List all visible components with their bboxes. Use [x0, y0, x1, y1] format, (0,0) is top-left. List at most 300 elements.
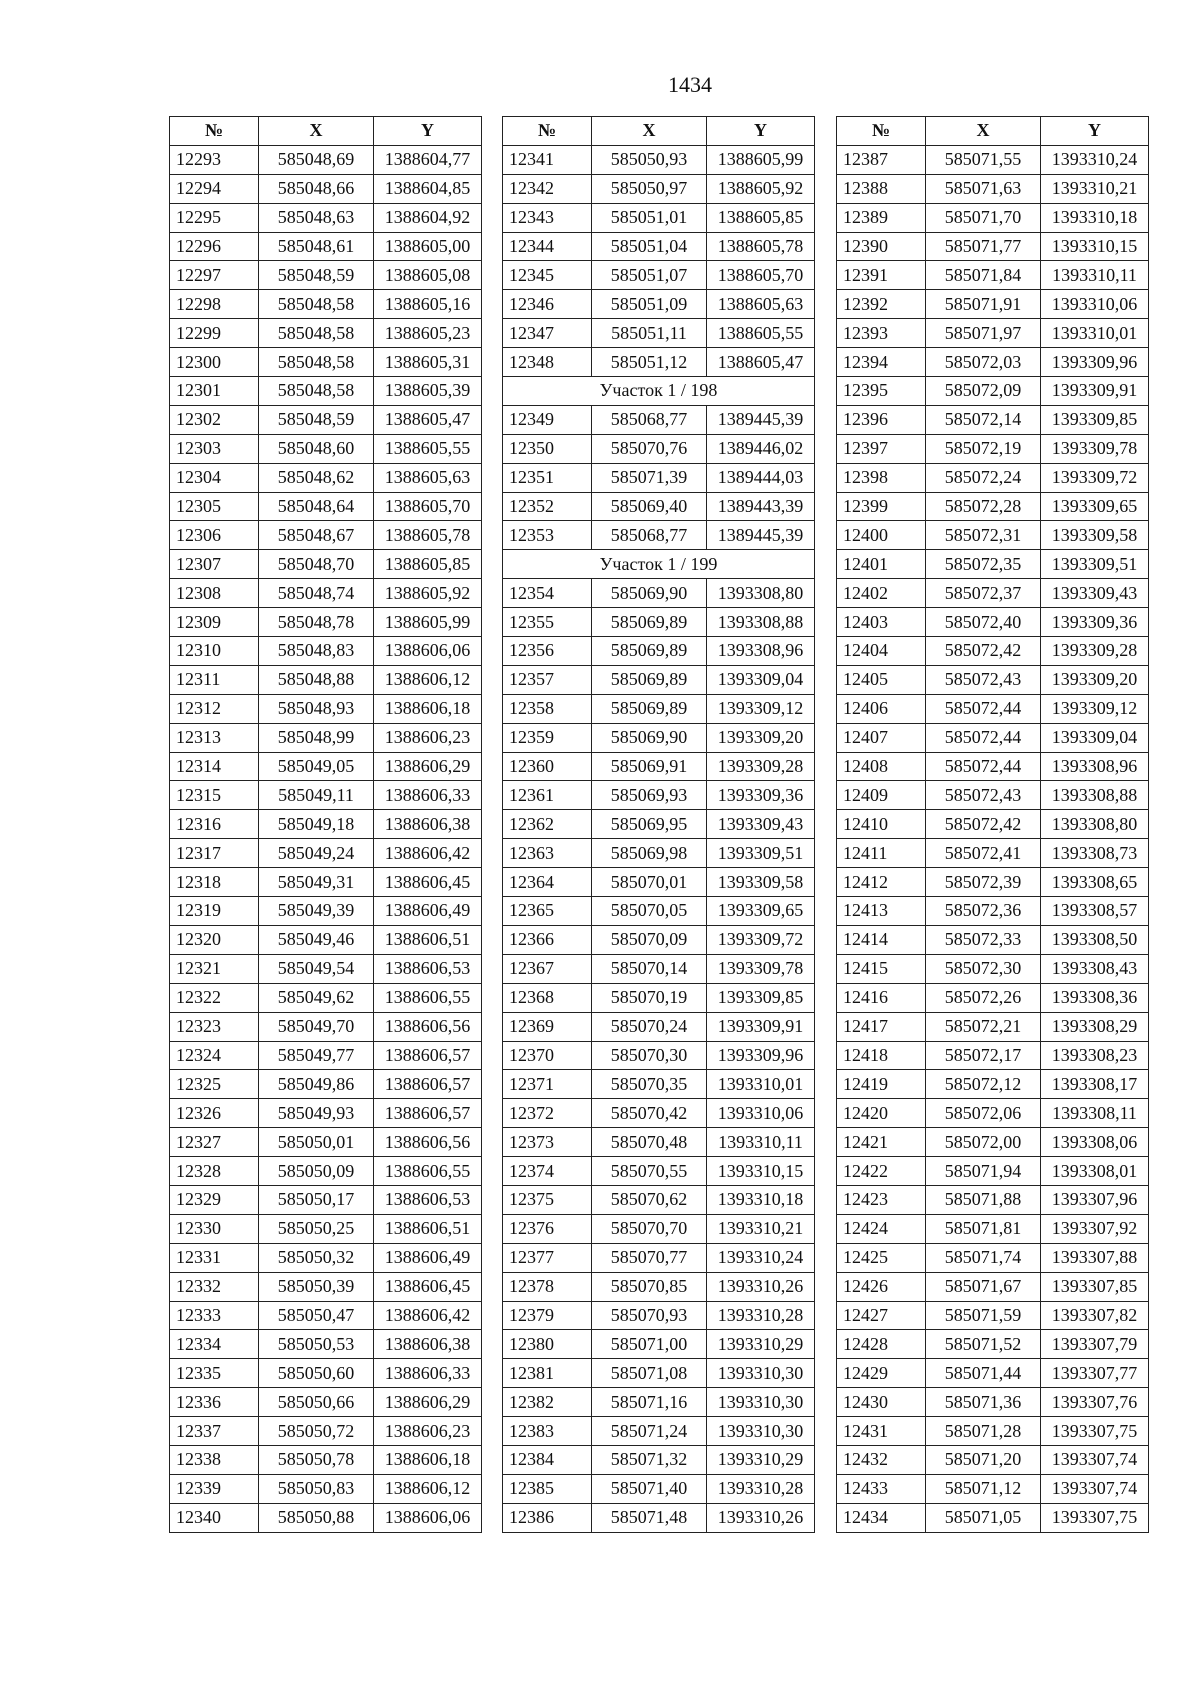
point-number-cell: 12314 [170, 752, 259, 781]
y-coordinate-cell: 1388605,92 [374, 579, 482, 608]
table-row [170, 1214, 482, 1243]
point-number-cell: 12422 [837, 1157, 926, 1186]
x-coordinate-cell: 585050,88 [259, 1503, 374, 1532]
point-number-cell: 12344 [503, 232, 592, 261]
x-coordinate-cell: 585049,62 [259, 983, 374, 1012]
table-row [837, 637, 1149, 666]
section-header-row [503, 377, 815, 406]
x-coordinate-cell: 585071,55 [926, 145, 1041, 174]
x-coordinate-cell: 585072,43 [926, 781, 1041, 810]
table-row [170, 694, 482, 723]
table-row [837, 319, 1149, 348]
x-coordinate-cell: 585069,98 [592, 839, 707, 868]
section-header-row [503, 550, 815, 579]
point-number-cell: 12316 [170, 810, 259, 839]
y-coordinate-cell: 1393309,91 [707, 1012, 815, 1041]
point-number-cell: 12339 [170, 1474, 259, 1503]
y-coordinate-cell: 1393309,58 [1041, 521, 1149, 550]
point-number-cell: 12294 [170, 174, 259, 203]
x-coordinate-cell: 585050,09 [259, 1157, 374, 1186]
point-number-cell: 12384 [503, 1445, 592, 1474]
x-coordinate-cell: 585070,14 [592, 954, 707, 983]
x-coordinate-cell: 585071,05 [926, 1503, 1041, 1532]
x-coordinate-cell: 585050,17 [259, 1185, 374, 1214]
y-coordinate-cell: 1393308,23 [1041, 1041, 1149, 1070]
x-coordinate-cell: 585072,43 [926, 665, 1041, 694]
point-number-cell: 12306 [170, 521, 259, 550]
y-coordinate-cell: 1393309,91 [1041, 377, 1149, 406]
y-coordinate-cell: 1389445,39 [707, 405, 815, 434]
x-coordinate-cell: 585070,01 [592, 868, 707, 897]
point-number-cell: 12305 [170, 492, 259, 521]
y-coordinate-cell: 1393309,85 [707, 983, 815, 1012]
x-coordinate-cell: 585072,41 [926, 839, 1041, 868]
table-row [503, 290, 815, 319]
x-coordinate-cell: 585048,88 [259, 665, 374, 694]
y-coordinate-cell: 1393309,51 [707, 839, 815, 868]
table-row [503, 637, 815, 666]
point-number-cell: 12425 [837, 1243, 926, 1272]
point-number-cell: 12347 [503, 319, 592, 348]
point-number-cell: 12372 [503, 1099, 592, 1128]
point-number-cell: 12360 [503, 752, 592, 781]
y-coordinate-cell: 1388606,33 [374, 781, 482, 810]
table-row [170, 1503, 482, 1532]
point-number-cell: 12416 [837, 983, 926, 1012]
x-coordinate-cell: 585048,58 [259, 290, 374, 319]
table-row [837, 723, 1149, 752]
point-number-cell: 12348 [503, 348, 592, 377]
x-coordinate-cell: 585069,95 [592, 810, 707, 839]
y-coordinate-cell: 1393309,04 [707, 665, 815, 694]
table-row [503, 579, 815, 608]
y-coordinate-cell: 1389443,39 [707, 492, 815, 521]
x-coordinate-cell: 585049,05 [259, 752, 374, 781]
x-coordinate-cell: 585048,64 [259, 492, 374, 521]
point-number-cell: 12423 [837, 1185, 926, 1214]
x-coordinate-cell: 585049,18 [259, 810, 374, 839]
point-number-cell: 12353 [503, 521, 592, 550]
x-coordinate-cell: 585048,78 [259, 608, 374, 637]
x-coordinate-cell: 585071,08 [592, 1359, 707, 1388]
table-row [170, 608, 482, 637]
table-row [837, 1330, 1149, 1359]
table-row [837, 1272, 1149, 1301]
point-number-cell: 12379 [503, 1301, 592, 1330]
x-coordinate-cell: 585071,67 [926, 1272, 1041, 1301]
point-number-cell: 12311 [170, 665, 259, 694]
x-coordinate-cell: 585070,24 [592, 1012, 707, 1041]
point-number-cell: 12349 [503, 405, 592, 434]
point-number-cell: 12427 [837, 1301, 926, 1330]
table-row [503, 232, 815, 261]
point-number-cell: 12334 [170, 1330, 259, 1359]
table-row [170, 492, 482, 521]
table-row [503, 1301, 815, 1330]
point-number-cell: 12350 [503, 434, 592, 463]
x-coordinate-cell: 585049,11 [259, 781, 374, 810]
y-coordinate-cell: 1393308,88 [1041, 781, 1149, 810]
table-row [837, 810, 1149, 839]
x-coordinate-cell: 585070,76 [592, 434, 707, 463]
x-coordinate-cell: 585071,84 [926, 261, 1041, 290]
x-coordinate-cell: 585048,70 [259, 550, 374, 579]
x-coordinate-cell: 585050,32 [259, 1243, 374, 1272]
point-number-cell: 12312 [170, 694, 259, 723]
table-row [170, 1359, 482, 1388]
point-number-cell: 12336 [170, 1388, 259, 1417]
y-coordinate-cell: 1393309,51 [1041, 550, 1149, 579]
table-row [837, 348, 1149, 377]
x-coordinate-cell: 585049,39 [259, 897, 374, 926]
table-row [170, 1012, 482, 1041]
table-row [170, 1301, 482, 1330]
y-coordinate-cell: 1393307,79 [1041, 1330, 1149, 1359]
table-row [170, 752, 482, 781]
table-row [170, 1272, 482, 1301]
table-row [170, 983, 482, 1012]
table-row [837, 1243, 1149, 1272]
point-number-cell: 12386 [503, 1503, 592, 1532]
table-row [170, 521, 482, 550]
y-coordinate-cell: 1393309,28 [1041, 637, 1149, 666]
x-coordinate-cell: 585051,04 [592, 232, 707, 261]
table-row [503, 665, 815, 694]
y-coordinate-cell: 1388605,85 [707, 203, 815, 232]
point-number-cell: 12298 [170, 290, 259, 319]
y-coordinate-cell: 1393307,96 [1041, 1185, 1149, 1214]
x-coordinate-cell: 585048,74 [259, 579, 374, 608]
column-header-x: X [259, 117, 374, 146]
point-number-cell: 12304 [170, 463, 259, 492]
x-coordinate-cell: 585071,00 [592, 1330, 707, 1359]
y-coordinate-cell: 1393310,28 [707, 1301, 815, 1330]
y-coordinate-cell: 1388606,56 [374, 1012, 482, 1041]
table-row [503, 319, 815, 348]
y-coordinate-cell: 1388606,45 [374, 1272, 482, 1301]
table-row [837, 579, 1149, 608]
section-title: Участок 1 / 198 [503, 377, 815, 406]
point-number-cell: 12307 [170, 550, 259, 579]
y-coordinate-cell: 1393310,30 [707, 1359, 815, 1388]
y-coordinate-cell: 1393310,11 [707, 1128, 815, 1157]
point-number-cell: 12424 [837, 1214, 926, 1243]
table-row [170, 1099, 482, 1128]
y-coordinate-cell: 1388606,56 [374, 1128, 482, 1157]
table-row [837, 1359, 1149, 1388]
x-coordinate-cell: 585048,58 [259, 377, 374, 406]
table-row [837, 463, 1149, 492]
y-coordinate-cell: 1393310,18 [1041, 203, 1149, 232]
table-row [170, 665, 482, 694]
table-row [837, 1128, 1149, 1157]
table-row [503, 608, 815, 637]
x-coordinate-cell: 585069,40 [592, 492, 707, 521]
table-row [503, 1445, 815, 1474]
point-number-cell: 12320 [170, 925, 259, 954]
y-coordinate-cell: 1388606,33 [374, 1359, 482, 1388]
y-coordinate-cell: 1388604,77 [374, 145, 482, 174]
point-number-cell: 12365 [503, 897, 592, 926]
point-number-cell: 12400 [837, 521, 926, 550]
x-coordinate-cell: 585051,07 [592, 261, 707, 290]
coordinate-table-right [836, 116, 1149, 1533]
point-number-cell: 12323 [170, 1012, 259, 1041]
x-coordinate-cell: 585048,60 [259, 434, 374, 463]
x-coordinate-cell: 585068,77 [592, 521, 707, 550]
point-number-cell: 12395 [837, 377, 926, 406]
y-coordinate-cell: 1388606,55 [374, 983, 482, 1012]
point-number-cell: 12428 [837, 1330, 926, 1359]
table-row [837, 521, 1149, 550]
x-coordinate-cell: 585071,16 [592, 1388, 707, 1417]
coordinate-table-left [169, 116, 482, 1533]
x-coordinate-cell: 585071,70 [926, 203, 1041, 232]
x-coordinate-cell: 585071,39 [592, 463, 707, 492]
y-coordinate-cell: 1388606,57 [374, 1070, 482, 1099]
table-row [837, 868, 1149, 897]
point-number-cell: 12407 [837, 723, 926, 752]
table-row [170, 1388, 482, 1417]
y-coordinate-cell: 1393307,75 [1041, 1417, 1149, 1446]
table-row [503, 781, 815, 810]
x-coordinate-cell: 585051,01 [592, 203, 707, 232]
x-coordinate-cell: 585050,97 [592, 174, 707, 203]
table-row [503, 954, 815, 983]
point-number-cell: 12391 [837, 261, 926, 290]
x-coordinate-cell: 585050,72 [259, 1417, 374, 1446]
y-coordinate-cell: 1393309,78 [1041, 434, 1149, 463]
x-coordinate-cell: 585072,28 [926, 492, 1041, 521]
table-row [837, 405, 1149, 434]
table-row [503, 1128, 815, 1157]
y-coordinate-cell: 1393309,78 [707, 954, 815, 983]
table-row [170, 261, 482, 290]
table-row [837, 1301, 1149, 1330]
x-coordinate-cell: 585069,93 [592, 781, 707, 810]
x-coordinate-cell: 585070,70 [592, 1214, 707, 1243]
table-row [503, 1388, 815, 1417]
y-coordinate-cell: 1393307,75 [1041, 1503, 1149, 1532]
point-number-cell: 12378 [503, 1272, 592, 1301]
x-coordinate-cell: 585069,89 [592, 637, 707, 666]
x-coordinate-cell: 585072,19 [926, 434, 1041, 463]
x-coordinate-cell: 585070,42 [592, 1099, 707, 1128]
point-number-cell: 12333 [170, 1301, 259, 1330]
x-coordinate-cell: 585050,93 [592, 145, 707, 174]
table-row [837, 839, 1149, 868]
y-coordinate-cell: 1388604,92 [374, 203, 482, 232]
y-coordinate-cell: 1388605,85 [374, 550, 482, 579]
point-number-cell: 12352 [503, 492, 592, 521]
point-number-cell: 12328 [170, 1157, 259, 1186]
x-coordinate-cell: 585071,48 [592, 1503, 707, 1532]
x-coordinate-cell: 585072,09 [926, 377, 1041, 406]
table-row [170, 377, 482, 406]
x-coordinate-cell: 585051,09 [592, 290, 707, 319]
x-coordinate-cell: 585072,21 [926, 1012, 1041, 1041]
x-coordinate-cell: 585068,77 [592, 405, 707, 434]
table-row [837, 1388, 1149, 1417]
point-number-cell: 12376 [503, 1214, 592, 1243]
point-number-cell: 12383 [503, 1417, 592, 1446]
x-coordinate-cell: 585050,01 [259, 1128, 374, 1157]
y-coordinate-cell: 1393309,20 [1041, 665, 1149, 694]
point-number-cell: 12432 [837, 1445, 926, 1474]
table-row [837, 1157, 1149, 1186]
table-row [503, 1070, 815, 1099]
table-row [170, 1243, 482, 1272]
point-number-cell: 12412 [837, 868, 926, 897]
page-number: 1434 [668, 72, 712, 97]
x-coordinate-cell: 585048,66 [259, 174, 374, 203]
point-number-cell: 12411 [837, 839, 926, 868]
y-coordinate-cell: 1388605,78 [707, 232, 815, 261]
y-coordinate-cell: 1388606,38 [374, 810, 482, 839]
column-header-number: № [170, 117, 259, 146]
x-coordinate-cell: 585050,53 [259, 1330, 374, 1359]
point-number-cell: 12374 [503, 1157, 592, 1186]
table-row [170, 1157, 482, 1186]
table-row [170, 319, 482, 348]
y-coordinate-cell: 1393308,43 [1041, 954, 1149, 983]
table-row [837, 1070, 1149, 1099]
table-row [170, 781, 482, 810]
point-number-cell: 12329 [170, 1185, 259, 1214]
point-number-cell: 12419 [837, 1070, 926, 1099]
table-row [170, 897, 482, 926]
table-row [837, 694, 1149, 723]
x-coordinate-cell: 585070,19 [592, 983, 707, 1012]
x-coordinate-cell: 585048,61 [259, 232, 374, 261]
point-number-cell: 12338 [170, 1445, 259, 1474]
y-coordinate-cell: 1393309,65 [1041, 492, 1149, 521]
point-number-cell: 12390 [837, 232, 926, 261]
table-row [837, 1012, 1149, 1041]
x-coordinate-cell: 585070,30 [592, 1041, 707, 1070]
y-coordinate-cell: 1388605,08 [374, 261, 482, 290]
x-coordinate-cell: 585071,63 [926, 174, 1041, 203]
y-coordinate-cell: 1393309,28 [707, 752, 815, 781]
y-coordinate-cell: 1388606,38 [374, 1330, 482, 1359]
y-coordinate-cell: 1393308,57 [1041, 897, 1149, 926]
table-row [170, 1445, 482, 1474]
x-coordinate-cell: 585051,12 [592, 348, 707, 377]
x-coordinate-cell: 585048,93 [259, 694, 374, 723]
x-coordinate-cell: 585071,32 [592, 1445, 707, 1474]
section-title: Участок 1 / 199 [503, 550, 815, 579]
y-coordinate-cell: 1393309,72 [707, 925, 815, 954]
point-number-cell: 12408 [837, 752, 926, 781]
table-row [503, 723, 815, 752]
table-row [837, 925, 1149, 954]
x-coordinate-cell: 585069,89 [592, 608, 707, 637]
point-number-cell: 12303 [170, 434, 259, 463]
y-coordinate-cell: 1393308,17 [1041, 1070, 1149, 1099]
y-coordinate-cell: 1393310,24 [1041, 145, 1149, 174]
y-coordinate-cell: 1388605,99 [707, 145, 815, 174]
table-row [170, 290, 482, 319]
point-number-cell: 12324 [170, 1041, 259, 1070]
table-row [503, 897, 815, 926]
x-coordinate-cell: 585071,74 [926, 1243, 1041, 1272]
y-coordinate-cell: 1388605,00 [374, 232, 482, 261]
y-coordinate-cell: 1388605,99 [374, 608, 482, 637]
y-coordinate-cell: 1393308,96 [707, 637, 815, 666]
column-header-x: X [926, 117, 1041, 146]
table-row [503, 1359, 815, 1388]
point-number-cell: 12327 [170, 1128, 259, 1157]
point-number-cell: 12410 [837, 810, 926, 839]
x-coordinate-cell: 585049,24 [259, 839, 374, 868]
point-number-cell: 12293 [170, 145, 259, 174]
y-coordinate-cell: 1393308,36 [1041, 983, 1149, 1012]
column-header-y: Y [374, 117, 482, 146]
point-number-cell: 12341 [503, 145, 592, 174]
x-coordinate-cell: 585069,90 [592, 579, 707, 608]
x-coordinate-cell: 585048,99 [259, 723, 374, 752]
table-row [837, 145, 1149, 174]
table-row [170, 579, 482, 608]
table-row [837, 1445, 1149, 1474]
table-header-row [837, 117, 1149, 146]
x-coordinate-cell: 585049,54 [259, 954, 374, 983]
x-coordinate-cell: 585071,59 [926, 1301, 1041, 1330]
point-number-cell: 12404 [837, 637, 926, 666]
table-row [170, 405, 482, 434]
y-coordinate-cell: 1393307,77 [1041, 1359, 1149, 1388]
x-coordinate-cell: 585072,44 [926, 694, 1041, 723]
y-coordinate-cell: 1388606,57 [374, 1041, 482, 1070]
x-coordinate-cell: 585050,83 [259, 1474, 374, 1503]
y-coordinate-cell: 1388606,23 [374, 1417, 482, 1446]
point-number-cell: 12421 [837, 1128, 926, 1157]
y-coordinate-cell: 1388606,18 [374, 1445, 482, 1474]
y-coordinate-cell: 1388605,78 [374, 521, 482, 550]
table-row [503, 1214, 815, 1243]
y-coordinate-cell: 1393307,76 [1041, 1388, 1149, 1417]
point-number-cell: 12315 [170, 781, 259, 810]
table-row [837, 752, 1149, 781]
x-coordinate-cell: 585072,33 [926, 925, 1041, 954]
point-number-cell: 12430 [837, 1388, 926, 1417]
table-row [503, 1503, 815, 1532]
table-row [170, 174, 482, 203]
point-number-cell: 12369 [503, 1012, 592, 1041]
x-coordinate-cell: 585049,77 [259, 1041, 374, 1070]
x-coordinate-cell: 585048,67 [259, 521, 374, 550]
point-number-cell: 12325 [170, 1070, 259, 1099]
point-number-cell: 12345 [503, 261, 592, 290]
point-number-cell: 12343 [503, 203, 592, 232]
x-coordinate-cell: 585071,77 [926, 232, 1041, 261]
y-coordinate-cell: 1393310,26 [707, 1272, 815, 1301]
y-coordinate-cell: 1393308,88 [707, 608, 815, 637]
point-number-cell: 12382 [503, 1388, 592, 1417]
y-coordinate-cell: 1388605,31 [374, 348, 482, 377]
y-coordinate-cell: 1393310,21 [707, 1214, 815, 1243]
y-coordinate-cell: 1393309,96 [1041, 348, 1149, 377]
table-row [170, 1185, 482, 1214]
table-row [837, 608, 1149, 637]
table-row [503, 1243, 815, 1272]
y-coordinate-cell: 1393308,73 [1041, 839, 1149, 868]
point-number-cell: 12366 [503, 925, 592, 954]
point-number-cell: 12417 [837, 1012, 926, 1041]
point-number-cell: 12300 [170, 348, 259, 377]
x-coordinate-cell: 585071,12 [926, 1474, 1041, 1503]
x-coordinate-cell: 585071,40 [592, 1474, 707, 1503]
